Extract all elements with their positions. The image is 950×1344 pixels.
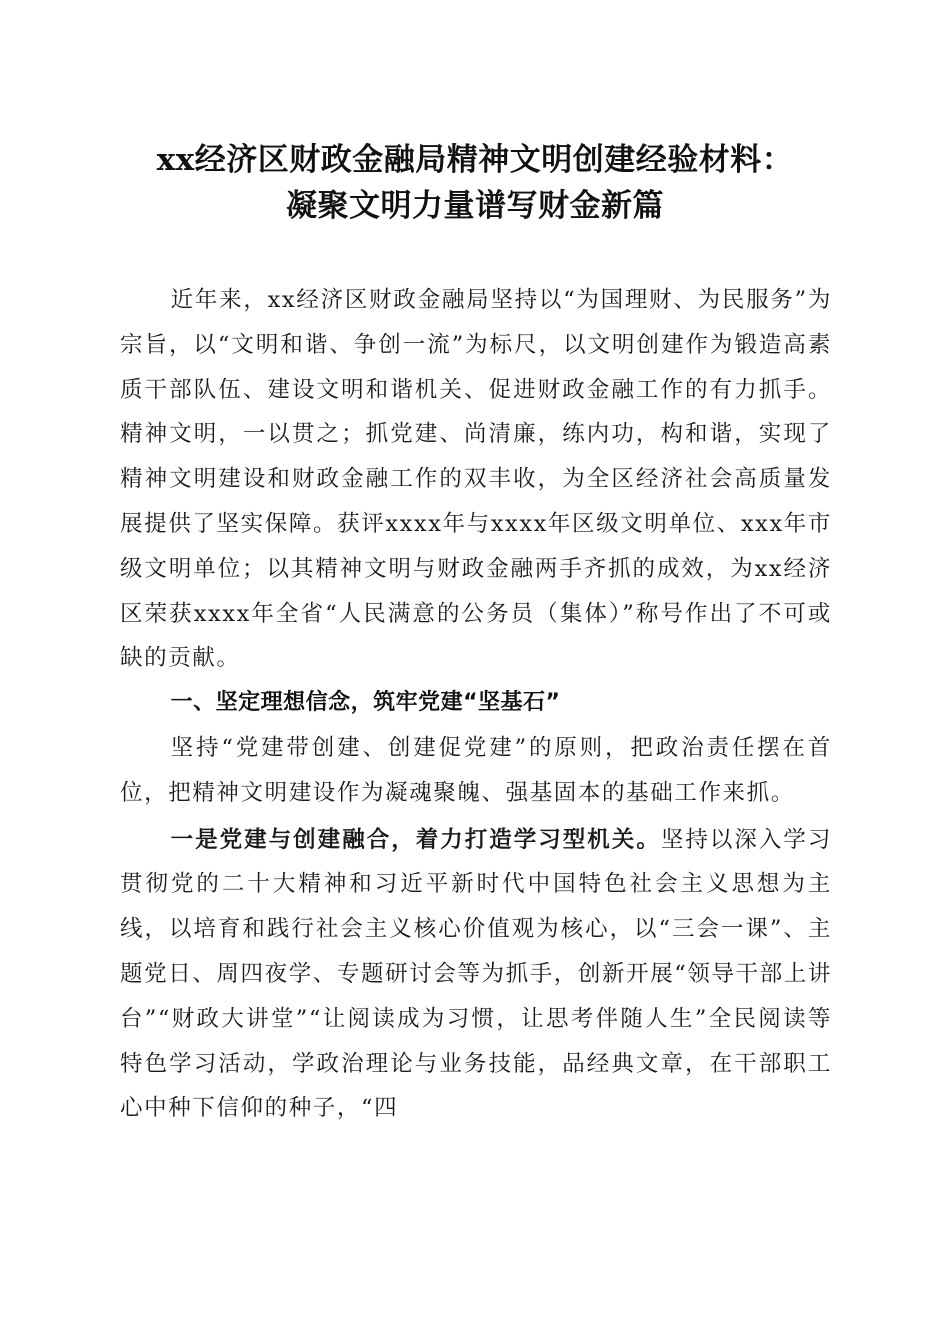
section-intro-paragraph: 坚持“党建带创建、创建促党建”的原则，把政治责任摆在首位，把精神文明建设作为凝魂聚魄、强基固本的基础工作来抓。 (120, 734, 832, 806)
item-text-1: 坚持以深入学习贯彻党的二十大精神和习近平新时代中国特色社会主义思想为主线，以培育和践行社会主义核心价值观为核心，以“三会一课”、主题党日、周四夜学、专题研讨会等为抓手，创新开展“领导干部上讲台”“财政大讲堂”“让阅读成为习惯，让思考伴随人生”全民阅读等特色学习活动，学政治理论与业务技能，品经典文章，在干部职工心中种下信仰的种子，“四 (120, 826, 833, 1122)
item-paragraph-1 (120, 818, 832, 1132)
section-heading-1: 一、坚定理想信念，筑牢党建“坚基石” (170, 690, 561, 716)
item-lead-1: 一是党建与创建融合，着力打造学习型机关。 (170, 826, 661, 853)
intro-paragraph: 近年来，xx经济区财政金融局坚持以“为国理财、为民服务”为宗旨，以“文明和谐、争创一流”为标尺，以文明创建作为锻造高素质干部队伍、建设文明和谐机关、促进财政金融工作的有力抓手。精神文明，一以贯之；抓党建、尚清廉，练内功，构和谐，实现了精神文明建设和财政金融工作的双丰收，为全区经济社会高质量发展提供了坚实保障。获评xxxx年与xxxx年区级文明单位、xxx年市级文明单位；以其精神文明与财政金融两手齐抓的成效，为xx经济区荣获xxxx年全省“人民满意的公务员（集体）”称号作出了不可或缺的贡献。 (120, 287, 832, 672)
document-body (120, 278, 832, 1131)
title-line-1: xx经济区财政金融局精神文明创建经验材料： (156, 142, 794, 178)
title-line-2: 凝聚文明力量谱写财金新篇 (286, 188, 664, 224)
document-title (100, 137, 850, 229)
